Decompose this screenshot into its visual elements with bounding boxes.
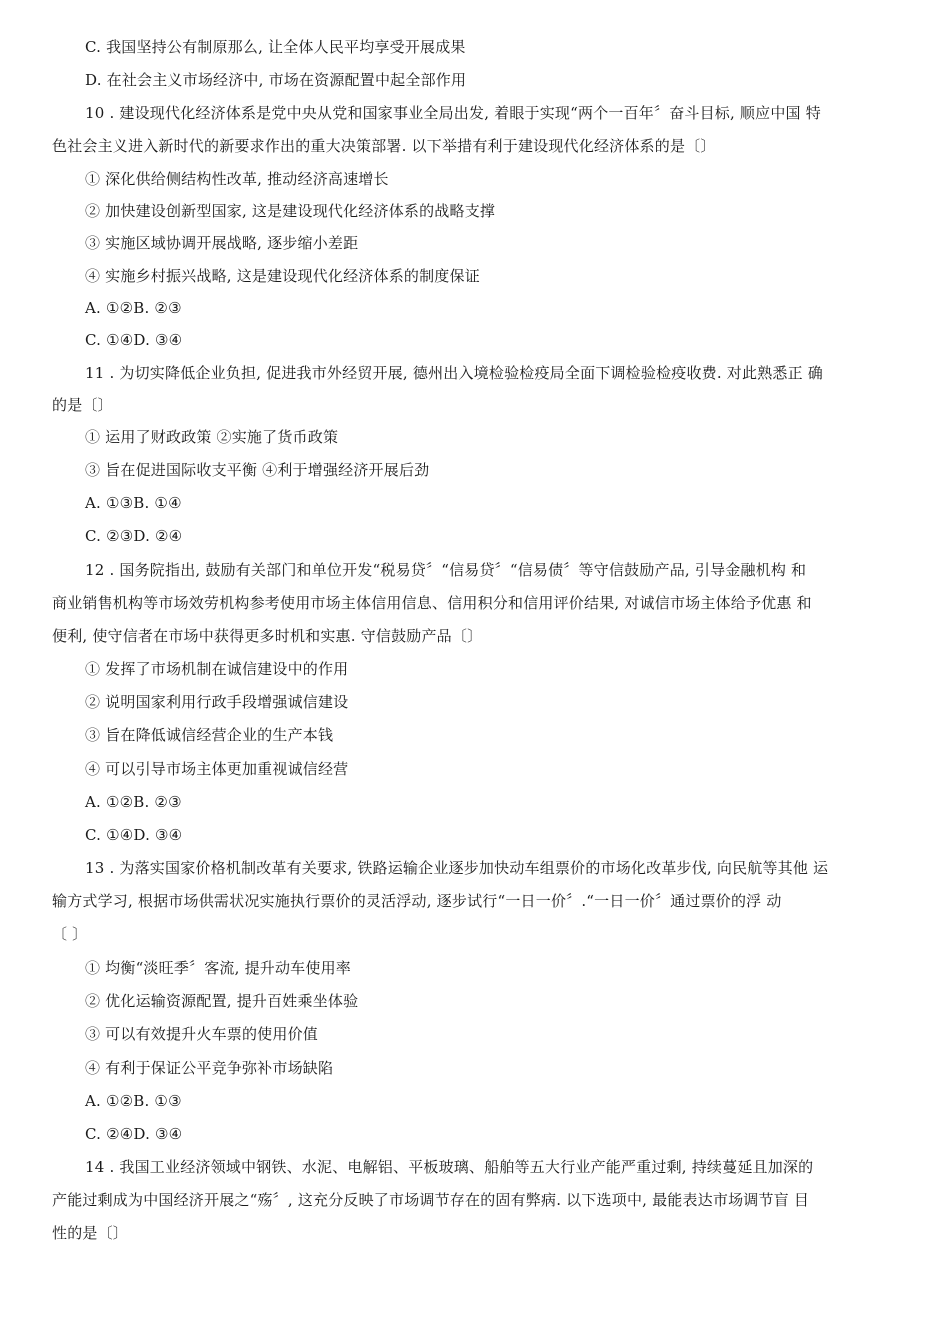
q11-choices-cd: C. ②③D. ②④ [85, 527, 183, 545]
q10-option-4: ④ 实施乡村振兴战略, 这是建设现代化经济体系的制度保证 [85, 267, 480, 285]
option-d-prev: D. 在社会主义市场经济中, 市场在资源配置中起全部作用 [85, 71, 467, 89]
q12-option-4: ④ 可以引导市场主体更加重视诚信经营 [85, 760, 349, 778]
q12-choices-ab: A. ①②B. ②③ [85, 793, 182, 811]
option-c-prev: C. 我国坚持公有制原那么, 让全体人民平均享受开展成果 [85, 38, 466, 56]
q13-option-1: ① 均衡“淡旺季〞客流, 提升动车使用率 [85, 959, 351, 977]
q12-text-line1: 12 . 国务院指出, 鼓励有关部门和单位开发“税易贷〞“信易贷〞“信易债〞等守信鼓励产品, 引导金融机构 和 [85, 561, 807, 579]
q12-choices-cd: C. ①④D. ③④ [85, 826, 183, 844]
q13-choices-ab: A. ①②B. ①③ [85, 1092, 182, 1110]
q11-options-1-2: ① 运用了财政政策 ②实施了货币政策 [85, 428, 339, 446]
q10-option-1: ① 深化供给侧结构性改革, 推动经济高速增长 [85, 170, 389, 188]
q12-option-2: ② 说明国家利用行政手段增强诚信建设 [85, 693, 349, 711]
q11-text-line1: 11 . 为切实降低企业负担, 促进我市外经贸开展, 德州出入境检验检疫局全面下调检验检疫收费. 对此熟悉正 确 [85, 364, 823, 382]
q10-option-3: ③ 实施区域协调开展战略, 逐步缩小差距 [85, 234, 359, 252]
q10-text-line1: 10 . 建设现代化经济体系是党中央从党和国家事业全局出发, 着眼于实现“两个一百年〞奋斗目标, 顺应中国 特 [85, 104, 821, 122]
q13-option-3: ③ 可以有效提升火车票的使用价值 [85, 1025, 318, 1043]
q13-option-4: ④ 有利于保证公平竞争弥补市场缺陷 [85, 1059, 334, 1077]
q10-choices-ab: A. ①②B. ②③ [85, 299, 182, 317]
q12-text-line2: 商业销售机构等市场效劳机构参考使用市场主体信用信息、信用积分和信用评价结果, 对诚信市场主体给予优惠 和 [52, 594, 812, 612]
q11-options-3-4: ③ 旨在促进国际收支平衡 ④利于增强经济开展后劲 [85, 461, 430, 479]
q12-option-3: ③ 旨在降低诚信经营企业的生产本钱 [85, 726, 334, 744]
q11-text-line2: 的是〔〕 [52, 396, 113, 414]
q11-choices-ab: A. ①③B. ①④ [85, 494, 182, 512]
q14-text-line3: 性的是〔〕 [52, 1224, 129, 1242]
q13-option-2: ② 优化运输资源配置, 提升百姓乘坐体验 [85, 992, 359, 1010]
q13-text-line3: 〔 〕 [52, 925, 88, 943]
q13-text-line1: 13 . 为落实国家价格机制改革有关要求, 铁路运输企业逐步加快动车组票价的市场化改革步伐, 向民航等其他 运 [85, 859, 829, 877]
q13-choices-cd: C. ②④D. ③④ [85, 1125, 183, 1143]
q12-text-line3: 便利, 使守信者在市场中获得更多时机和实惠. 守信鼓励产品〔〕 [52, 627, 483, 645]
q10-option-2: ② 加快建设创新型国家, 这是建设现代化经济体系的战略支撑 [85, 202, 496, 220]
q10-text-line2: 色社会主义进入新时代的新要求作出的重大决策部署. 以下举措有利于建设现代化经济体系的是〔〕 [52, 137, 716, 155]
q13-text-line2: 输方式学习, 根据市场供需状况实施执行票价的灵活浮动, 逐步试行“一日一价〞.“一日一价〞通过票价的浮 动 [52, 892, 782, 910]
q14-text-line2: 产能过剩成为中国经济开展之“殇〞, 这充分反映了市场调节存在的固有弊病. 以下选项中, 最能表达市场调节盲 目 [52, 1191, 810, 1209]
q10-choices-cd: C. ①④D. ③④ [85, 331, 183, 349]
q14-text-line1: 14 . 我国工业经济领域中钢铁、水泥、电解铝、平板玻璃、船舶等五大行业产能严重过剩, 持续蔓延且加深的 [85, 1158, 814, 1176]
q12-option-1: ① 发挥了市场机制在诚信建设中的作用 [85, 660, 349, 678]
